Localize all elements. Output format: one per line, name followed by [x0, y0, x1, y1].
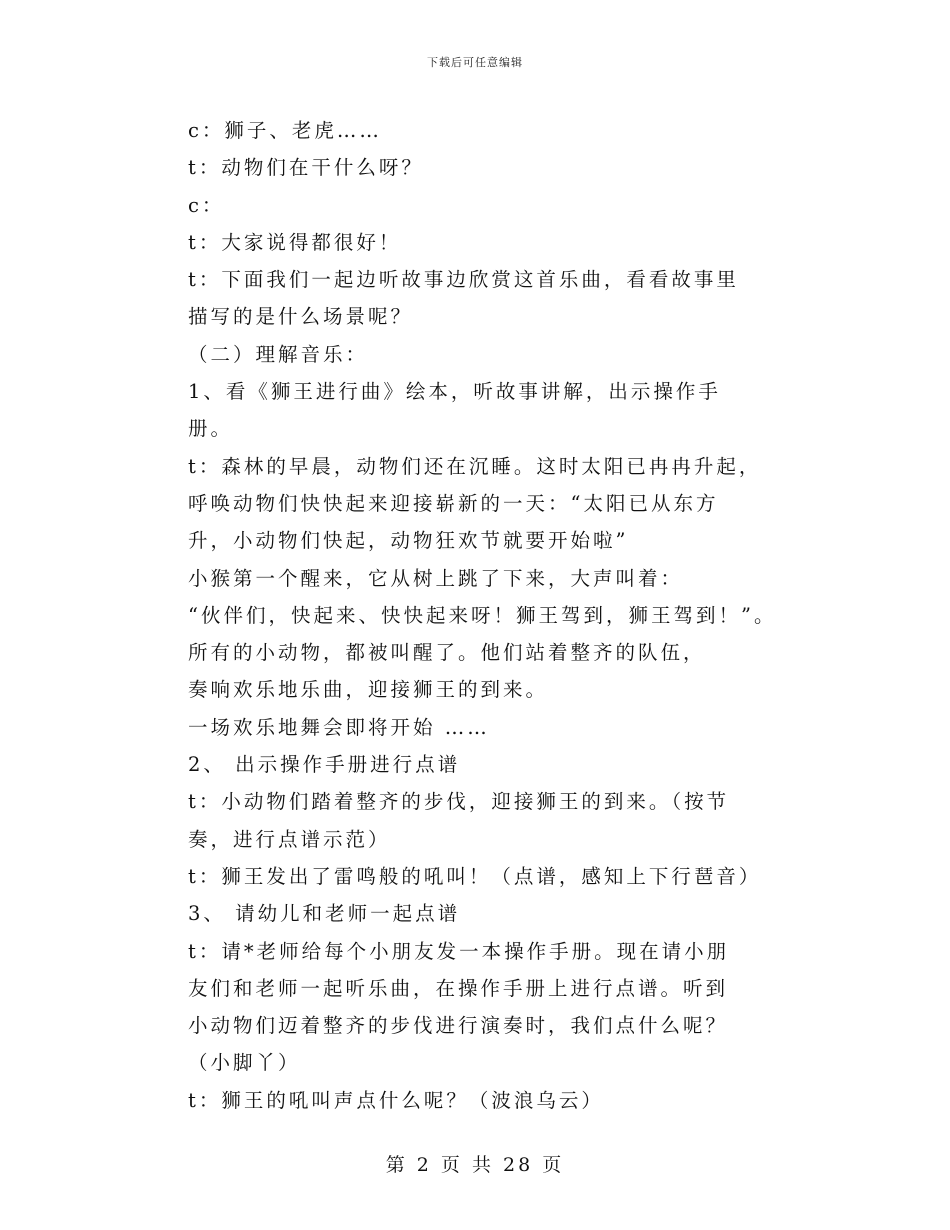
text-line: 奏响欢乐地乐曲，迎接狮王的到来。 [188, 678, 549, 702]
text-line: 3、 请幼儿和老师一起点谱 [188, 902, 461, 926]
text-line: 小动物们迈着整齐的步伐进行演奏时，我们点什么呢？ [188, 1014, 729, 1038]
page-header: 下载后可任意编辑 [427, 56, 523, 69]
page-number: 第 2 页 共 28 页 [385, 1154, 565, 1176]
text-line: （小脚丫） [188, 1051, 301, 1075]
text-line: 1、看《狮王进行曲》绘本，听故事讲解，出示操作手 [188, 380, 721, 404]
text-line: t：下面我们一起边听故事边欣赏这首乐曲，看看故事里 [188, 268, 739, 292]
text-line: t：狮王发出了雷鸣般的吼叫！（点谱，感知上下行琶音） [188, 864, 762, 888]
text-line: 2、 出示操作手册进行点谱 [188, 753, 461, 777]
text-line: 小猴第一个醒来，它从树上跳了下来，大声叫着： [188, 566, 684, 590]
text-line: 升，小动物们快起，动物狂欢节就要开始啦” [188, 529, 629, 553]
text-line: c：狮子、老虎…… [188, 119, 382, 142]
text-line: 奏，进行点谱示范） [188, 827, 391, 851]
text-line: c： [188, 193, 225, 217]
text-line: 友们和老师一起听乐曲，在操作手册上进行点谱。听到 [188, 976, 729, 1000]
text-line: 呼唤动物们快快起来迎接崭新的一天：“太阳已从东方 [188, 491, 719, 515]
text-line: 册。 [188, 417, 234, 441]
text-line: 描写的是什么场景呢？ [188, 305, 414, 329]
text-line: “伙伴们，快起来、快快起来呀！狮王驾到，狮王驾到！”。 [188, 603, 777, 627]
text-line: 所有的小动物，都被叫醒了。他们站着整齐的队伍， [188, 641, 706, 665]
text-line: t：请*老师给每个小朋友发一本操作手册。现在请小朋 [188, 939, 730, 963]
text-line: t：狮王的吼叫声点什么呢？（波浪乌云） [188, 1088, 604, 1112]
text-line: t：大家说得都很好！ [188, 230, 402, 254]
section-heading: （二）理解音乐： [188, 342, 369, 366]
text-line: t：森林的早晨，动物们还在沉睡。这时太阳已冉冉升起， [188, 454, 762, 478]
text-line: t：动物们在干什么呀？ [188, 156, 424, 180]
text-line: t：小动物们踏着整齐的步伐，迎接狮王的到来。（按节 [188, 790, 730, 814]
document-body [188, 112, 788, 1119]
text-line: 一场欢乐地舞会即将开始 …… [188, 715, 490, 739]
